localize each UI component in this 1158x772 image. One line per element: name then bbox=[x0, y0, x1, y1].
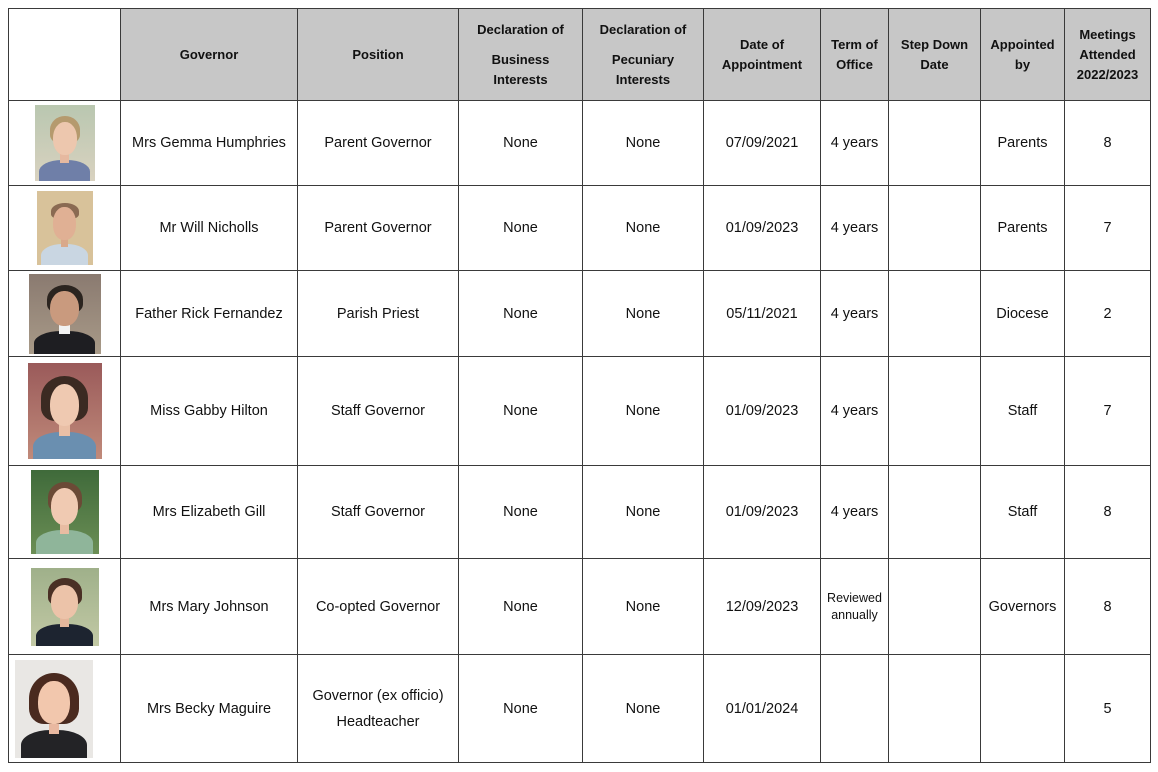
position: Governor (ex officio) Headteacher bbox=[298, 655, 459, 763]
pecuniary-interests: None bbox=[583, 559, 704, 655]
position: Parent Governor bbox=[298, 101, 459, 186]
date-of-appointment: 01/09/2023 bbox=[704, 186, 821, 271]
business-interests: None bbox=[459, 101, 583, 186]
term-of-office: 4 years bbox=[821, 186, 889, 271]
header-business-interests: Declaration of Business Interests bbox=[459, 9, 583, 101]
portrait-photo bbox=[31, 470, 99, 554]
appointed-by bbox=[981, 655, 1065, 763]
position: Staff Governor bbox=[298, 466, 459, 559]
business-interests: None bbox=[459, 559, 583, 655]
appointed-by: Governors bbox=[981, 559, 1065, 655]
table-row bbox=[9, 655, 1151, 763]
header-pecuniary-interests: Declaration of Pecuniary Interests bbox=[583, 9, 704, 101]
meetings-attended: 8 bbox=[1065, 559, 1151, 655]
table-row bbox=[9, 186, 1151, 271]
pecuniary-interests: None bbox=[583, 466, 704, 559]
business-interests: None bbox=[459, 271, 583, 357]
meetings-attended: 8 bbox=[1065, 101, 1151, 186]
step-down-date bbox=[889, 271, 981, 357]
table-row bbox=[9, 101, 1151, 186]
table-row bbox=[9, 466, 1151, 559]
term-of-office: 4 years bbox=[821, 101, 889, 186]
header-term-of-office: Term of Office bbox=[821, 9, 889, 101]
photo-cell bbox=[9, 559, 121, 655]
date-of-appointment: 01/09/2023 bbox=[704, 357, 821, 466]
term-of-office: 4 years bbox=[821, 466, 889, 559]
photo-cell bbox=[9, 357, 121, 466]
header-appointed-by: Appointed by bbox=[981, 9, 1065, 101]
business-interests: None bbox=[459, 357, 583, 466]
governor-name: Mrs Becky Maguire bbox=[121, 655, 298, 763]
header-date-of-appointment: Date of Appointment bbox=[704, 9, 821, 101]
position: Parent Governor bbox=[298, 186, 459, 271]
position: Parish Priest bbox=[298, 271, 459, 357]
governors-table bbox=[8, 8, 1151, 763]
header-row bbox=[9, 9, 1151, 101]
step-down-date bbox=[889, 186, 981, 271]
governor-name: Miss Gabby Hilton bbox=[121, 357, 298, 466]
header-governor: Governor bbox=[121, 9, 298, 101]
appointed-by: Parents bbox=[981, 101, 1065, 186]
header-position: Position bbox=[298, 9, 459, 101]
portrait-photo bbox=[35, 105, 95, 181]
appointed-by: Staff bbox=[981, 357, 1065, 466]
pecuniary-interests: None bbox=[583, 101, 704, 186]
portrait-photo bbox=[37, 191, 93, 265]
table-row bbox=[9, 271, 1151, 357]
appointed-by: Staff bbox=[981, 466, 1065, 559]
table-row bbox=[9, 357, 1151, 466]
meetings-attended: 2 bbox=[1065, 271, 1151, 357]
business-interests: None bbox=[459, 186, 583, 271]
table-row bbox=[9, 559, 1151, 655]
header-step-down-date: Step Down Date bbox=[889, 9, 981, 101]
governor-name: Mrs Elizabeth Gill bbox=[121, 466, 298, 559]
term-of-office bbox=[821, 655, 889, 763]
photo-cell bbox=[9, 271, 121, 357]
meetings-attended: 7 bbox=[1065, 186, 1151, 271]
business-interests: None bbox=[459, 466, 583, 559]
governor-name: Mrs Gemma Humphries bbox=[121, 101, 298, 186]
appointed-by: Diocese bbox=[981, 271, 1065, 357]
pecuniary-interests: None bbox=[583, 357, 704, 466]
governor-name: Mrs Mary Johnson bbox=[121, 559, 298, 655]
photo-cell bbox=[9, 466, 121, 559]
portrait-photo bbox=[31, 568, 99, 646]
date-of-appointment: 01/01/2024 bbox=[704, 655, 821, 763]
date-of-appointment: 12/09/2023 bbox=[704, 559, 821, 655]
pecuniary-interests: None bbox=[583, 271, 704, 357]
meetings-attended: 5 bbox=[1065, 655, 1151, 763]
step-down-date bbox=[889, 655, 981, 763]
pecuniary-interests: None bbox=[583, 186, 704, 271]
step-down-date bbox=[889, 357, 981, 466]
date-of-appointment: 05/11/2021 bbox=[704, 271, 821, 357]
governor-name: Father Rick Fernandez bbox=[121, 271, 298, 357]
portrait-photo bbox=[28, 363, 102, 459]
term-of-office: 4 years bbox=[821, 271, 889, 357]
appointed-by: Parents bbox=[981, 186, 1065, 271]
term-of-office: 4 years bbox=[821, 357, 889, 466]
step-down-date bbox=[889, 101, 981, 186]
date-of-appointment: 07/09/2021 bbox=[704, 101, 821, 186]
photo-cell bbox=[9, 101, 121, 186]
photo-column-header bbox=[9, 9, 121, 101]
meetings-attended: 7 bbox=[1065, 357, 1151, 466]
header-meetings-attended: Meetings Attended 2022/2023 bbox=[1065, 9, 1151, 101]
portrait-photo bbox=[15, 660, 93, 758]
position: Co-opted Governor bbox=[298, 559, 459, 655]
portrait-photo bbox=[29, 274, 101, 354]
step-down-date bbox=[889, 559, 981, 655]
photo-cell bbox=[9, 655, 121, 763]
business-interests: None bbox=[459, 655, 583, 763]
pecuniary-interests: None bbox=[583, 655, 704, 763]
step-down-date bbox=[889, 466, 981, 559]
photo-cell bbox=[9, 186, 121, 271]
governor-name: Mr Will Nicholls bbox=[121, 186, 298, 271]
term-of-office: Reviewed annually bbox=[821, 559, 889, 655]
meetings-attended: 8 bbox=[1065, 466, 1151, 559]
position: Staff Governor bbox=[298, 357, 459, 466]
date-of-appointment: 01/09/2023 bbox=[704, 466, 821, 559]
